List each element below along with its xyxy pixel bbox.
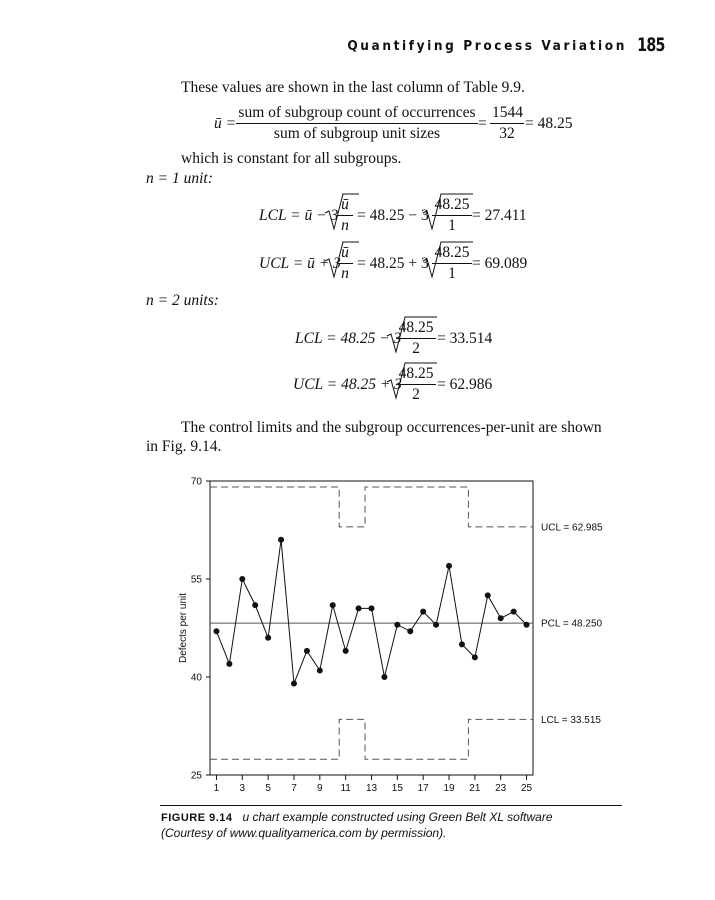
x-tick-label: 23 [495, 783, 507, 794]
data-point [407, 628, 413, 634]
running-title: Quantifying Process Variation [347, 38, 627, 54]
data-point [369, 605, 375, 611]
lcl-line [210, 719, 533, 759]
n1-label: n = 1 unit: [146, 170, 213, 187]
radicand-num: ū [341, 196, 349, 213]
figure-label: FIGURE 9.14 [161, 812, 233, 824]
x-tick-label: 1 [213, 783, 220, 794]
n1-lcl-lhs: LCL = ū − 3 [259, 207, 339, 224]
data-point [459, 641, 465, 647]
y-tick-label: 70 [190, 476, 202, 488]
x-tick-label: 9 [317, 783, 323, 794]
x-tick-label: 15 [391, 783, 403, 794]
paragraph-3-line-2: in Fig. 9.14. [146, 438, 222, 455]
radicand-num: 48.25 [398, 319, 434, 336]
data-point [239, 576, 245, 582]
x-tick-label: 25 [520, 783, 533, 794]
radicand-num: 48.25 [398, 365, 434, 382]
paragraph-3-line-1: The control limits and the subgroup occurrences-per-unit are shown [181, 419, 602, 436]
x-tick-label: 21 [469, 783, 481, 794]
paragraph-1: These values are shown in the last column of Table 9.9. [181, 79, 525, 96]
y-tick-label: 40 [190, 672, 202, 684]
caption-rule [160, 805, 622, 806]
x-tick-label: 13 [365, 783, 378, 794]
ubar-equals: = [478, 115, 487, 132]
center-line-label: PCL = 48.250 [541, 618, 603, 630]
x-tick-label: 11 [340, 783, 351, 794]
page-number: 185 [637, 34, 665, 56]
x-tick-label: 5 [265, 783, 271, 794]
n1-ucl-lhs: UCL = ū + 3 [259, 255, 341, 272]
data-point [330, 602, 336, 608]
n1-ucl-result: = 69.089 [472, 255, 528, 272]
data-point [485, 592, 491, 598]
data-point [524, 622, 530, 628]
plot-frame [210, 481, 533, 775]
radicand-num: 48.25 [434, 196, 470, 213]
figure-caption-line-2: (Courtesy of www.qualityamerica.com by permission). [161, 826, 447, 840]
data-point [498, 615, 504, 621]
data-point [278, 537, 284, 543]
radicand-num: 48.25 [434, 244, 470, 261]
data-point [265, 635, 271, 641]
figure-caption [161, 810, 553, 824]
data-point [394, 622, 400, 628]
n2-ucl-lhs: UCL = 48.25 + 3 [293, 376, 402, 393]
data-point [511, 609, 517, 615]
figure-caption-text: u chart example constructed using Green Belt XL software [242, 810, 553, 824]
ubar-numerator-2: 1544 [492, 104, 523, 121]
x-tick-label: 17 [417, 783, 429, 794]
ubar-denominator: sum of subgroup unit sizes [273, 125, 441, 142]
data-point [213, 628, 219, 634]
ucl-label: UCL = 62.985 [541, 522, 603, 534]
data-point [381, 674, 387, 680]
data-series-line [216, 540, 526, 684]
data-point [472, 654, 478, 660]
n2-lcl-result: = 33.514 [437, 330, 493, 347]
x-tick-label: 3 [239, 783, 246, 794]
n2-ucl-result: = 62.986 [437, 376, 493, 393]
ubar-result: = 48.25 [525, 115, 573, 132]
radicand-den: n [341, 217, 349, 234]
data-point [420, 609, 426, 615]
data-point [252, 602, 258, 608]
y-axis-label: Defects per unit [178, 592, 189, 664]
radicand-den: 2 [412, 340, 420, 357]
ubar-lhs: ū = [214, 115, 237, 132]
paragraph-2: which is constant for all subgroups. [181, 150, 402, 167]
data-point [343, 648, 349, 654]
ucl-line [210, 487, 533, 527]
y-tick-label: 55 [190, 574, 202, 586]
n2-label: n = 2 units: [146, 292, 219, 309]
radicand-den: n [341, 265, 349, 282]
radicand-num: ū [341, 244, 349, 261]
lcl-label: LCL = 33.515 [541, 714, 601, 726]
data-point [433, 622, 439, 628]
x-tick-label: 19 [443, 783, 455, 794]
n1-ucl-mid: = 48.25 + 3 [357, 255, 429, 272]
n1-lcl-mid: = 48.25 − 3 [357, 207, 429, 224]
data-point [446, 563, 452, 569]
n2-lcl-lhs: LCL = 48.25 − 3 [295, 330, 402, 347]
radicand-den: 1 [448, 265, 456, 282]
ubar-denominator-2: 32 [499, 125, 515, 142]
data-point [226, 661, 232, 667]
data-point [356, 605, 362, 611]
data-point [317, 667, 323, 673]
y-tick-label: 25 [190, 770, 202, 782]
data-point [304, 648, 310, 654]
radicand-den: 2 [412, 386, 420, 403]
radicand-den: 1 [448, 217, 456, 234]
data-point [291, 681, 297, 687]
x-tick-label: 7 [291, 783, 297, 794]
ubar-numerator: sum of subgroup count of occurrences [238, 104, 476, 121]
n1-lcl-result: = 27.411 [472, 207, 527, 224]
